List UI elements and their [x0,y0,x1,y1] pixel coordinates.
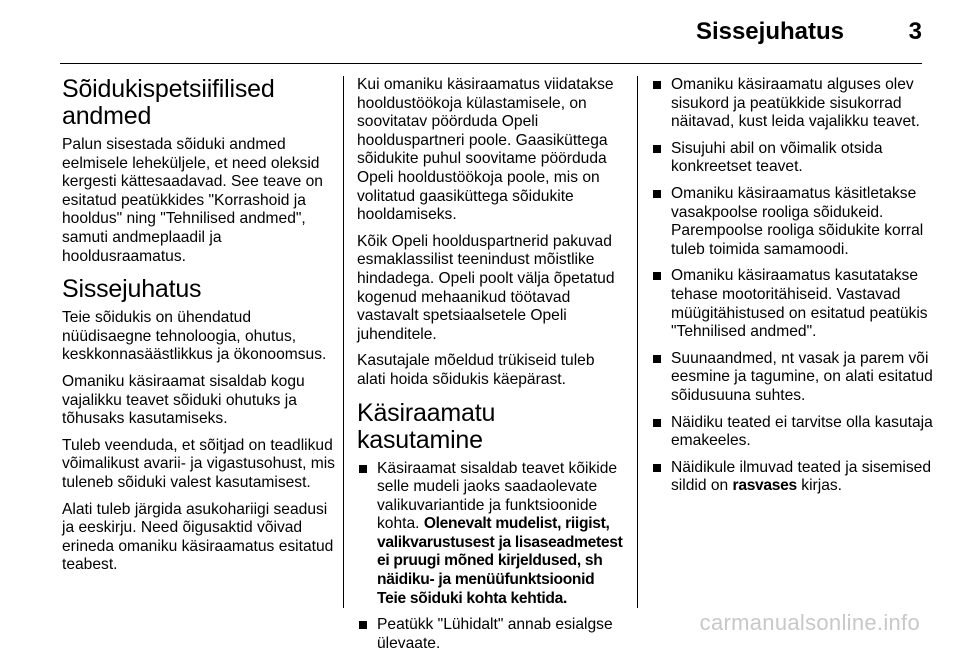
list-item-text: Käsiraamat sisaldab teavet kõikide selle mudeli jaoks saadaolevate valikuvariantide ja funktsioonide kohta. [377,459,618,533]
list-item [651,267,933,341]
paragraph: Kõik Opeli hoolduspartnerid pakuvad esmaklassilist teenindust mõistlike hindadega. Opeli poolt välja õpetatud kogenud mehaanikud töötavad vastavalt spetsiaalsetele Opeli juhenditele. [357,232,615,343]
page-number: 3 [908,18,922,45]
square-bullet-icon [653,81,661,89]
list-item-text: Suunaandmed, nt vasak ja parem või eesmine ja tagumine, on alati esitatud sõidusuuna suhtes. [671,349,933,404]
square-bullet-icon [653,145,661,153]
list-item [651,185,933,259]
list-item-text: Sisujuhi abil on võimalik otsida konkreetset teavet. [671,139,883,176]
list-item-text: Näidiku teated ei tarvitse olla kasutaja emakeeles. [671,413,933,450]
square-bullet-icon [653,190,661,198]
list-item-text: Omaniku käsiraamatus käsitletakse vasakpoolse rooliga sõidukeid. Parempoolse rooliga sõidukite korral tuleb toimida samamoodi. [671,184,924,258]
square-bullet-icon [359,465,367,473]
heading-using-manual: Käsiraamatu kasutamine [357,398,496,454]
header-divider [60,63,922,64]
square-bullet-icon [653,272,661,280]
list-item [357,460,627,609]
paragraph: Kui omaniku käsiraamatus viidatakse hooldustöökoja külastamisele, on soovitatav pöörduda Opeli hoolduspartneri poole. Gaasiküttega sõidukite puhul soovitame pöörduda Opeli hooldustöökoja poole, mis on volitatud gaasiküttega sõidukite hooldamiseks. [357,76,614,224]
list-item [651,140,933,177]
column-2 [357,76,627,661]
list-item-text: Omaniku käsiraamatus kasutatakse tehase mootoritähiseid. Vastavad müügitähistused on esitatud peatükis "Tehnilised andmed". [671,267,928,341]
list-item [357,616,627,653]
heading-introduction: Sissejuhatus [62,275,202,304]
paragraph: Tuleb veenduda, et sõitjad on teadlikud võimalikust avarii- ja vigastusohust, mis tuleneb sõiduki valest kasutamisest. [62,436,335,491]
bullet-list [651,76,933,496]
column-divider-2 [637,76,638,608]
heading-vehicle-data: Sõidukispetsiifilised andmed [62,75,275,130]
list-item-bold-text: rasvases [732,477,797,495]
square-bullet-icon [653,464,661,472]
paragraph: Teie sõidukis on ühendatud nüüdisaegne tehnoloogia, ohutus, keskkonnasäästlikkus ja ökonoomsus. [62,309,327,364]
list-item [651,76,933,132]
list-item-bold-text: Olenevalt mudelist, riigist, valikvarustusest ja lisaseadmetest ei pruugi mõned kirjeldused, sh näidiku- ja menüüfunktsioonid Teie sõiduki kohta kehtida. [377,515,623,607]
paragraph: Alati tuleb järgida asukohariigi seadusi ja eeskirju. Need õigusaktid võivad erineda omaniku käsiraamatus esitatud teabest. [62,500,334,574]
list-item-text: Omaniku käsiraamatu alguses olev sisukord ja peatükkide sisukorrad näitavad, kust leida vajalikku teavet. [671,76,920,131]
paragraph: Omaniku käsiraamat sisaldab kogu vajalikku teavet sõiduki ohutuks ja tõhusaks kasutamiseks. [62,372,305,428]
list-item [651,414,933,451]
paragraph: Palun sisestada sõiduki andmed eelmisele leheküljele, et need oleksid kergesti kättesaadavad. See teave on esitatud peatükkides "Korrashoid ja hooldus" ning "Tehnilised andmed", samuti andmeplaadil ja hooldusraamatus. [62,136,323,265]
square-bullet-icon [653,419,661,427]
column-3 [651,76,933,504]
list-item [651,350,933,406]
paragraph: Kasutajale mõeldud trükiseid tuleb alati hoida sõidukis käepärast. [357,352,595,388]
square-bullet-icon [653,355,661,363]
bullet-list [357,460,627,654]
page-header-title: Sissejuhatus [695,18,844,45]
list-item-text: Näidikule ilmuvad teated ja sisemised sildid on [671,458,932,495]
list-item-text: kirjas. [796,477,842,495]
square-bullet-icon [359,621,367,629]
watermark-text: carmanualsonline.info [699,610,920,635]
list-item-text: Peatükk "Lühidalt" annab esialgse ülevaate. [377,616,613,652]
column-1 [62,76,342,583]
column-divider-1 [343,76,344,608]
list-item [651,459,933,496]
